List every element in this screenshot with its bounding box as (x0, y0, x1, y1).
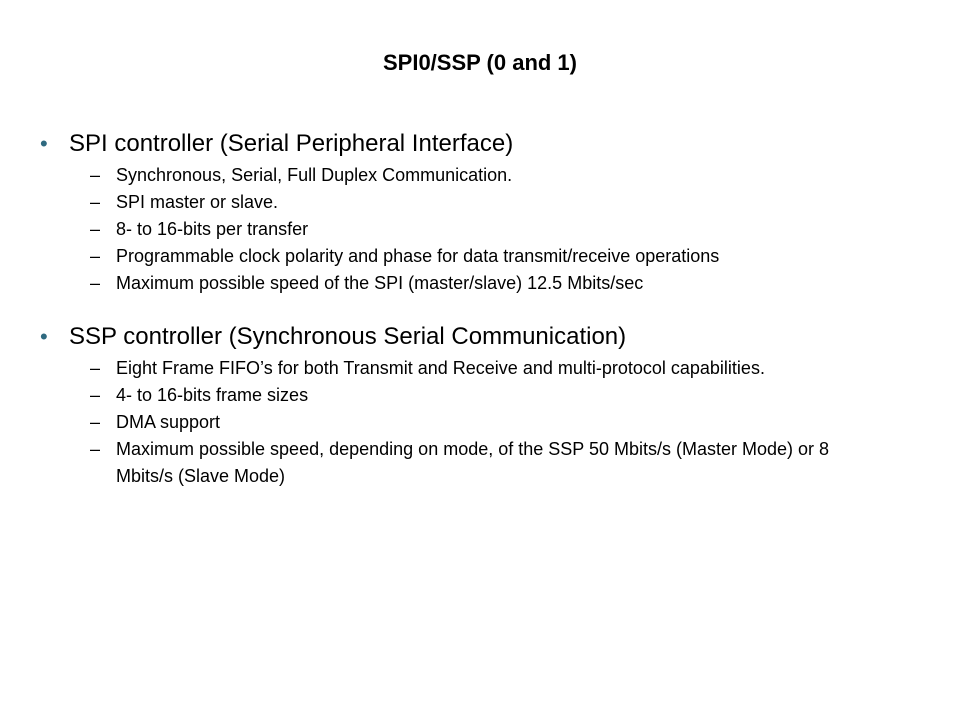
dash-icon: – (90, 219, 101, 239)
sub-item-text: DMA support (116, 412, 221, 432)
dash-icon: – (90, 439, 101, 459)
bullet-heading: SSP controller (Synchronous Serial Communication) (69, 323, 627, 350)
sub-item (40, 436, 856, 490)
dash-icon: – (90, 412, 101, 432)
sub-item (40, 270, 856, 297)
sub-item-text: Eight Frame FIFO’s for both Transmit and Receive and multi-protocol capabilities. (116, 358, 765, 378)
bullet-dot-icon: • (40, 324, 48, 349)
bullet-heading: SPI controller (Serial Peripheral Interface) (69, 130, 514, 157)
dash-icon: – (90, 192, 101, 212)
sub-item (40, 162, 856, 189)
dash-icon: – (90, 385, 101, 405)
sub-item (40, 216, 856, 243)
sub-item-text: Synchronous, Serial, Full Duplex Communication. (116, 165, 513, 185)
bullet-ssp-controller (40, 319, 920, 355)
sub-item (40, 409, 856, 436)
bullet-dot-icon: • (40, 131, 48, 156)
dash-icon: – (90, 273, 101, 293)
bullet-spi-controller (40, 126, 920, 162)
sub-item-text: Maximum possible speed, depending on mode, of the SSP 50 Mbits/s (Master Mode) or 8 Mbits/s (Slave Mode) (116, 439, 830, 486)
sub-item-text: Maximum possible speed of the SPI (master/slave) 12.5 Mbits/sec (116, 273, 644, 293)
dash-icon: – (90, 246, 101, 266)
sub-item-text: Programmable clock polarity and phase for data transmit/receive operations (116, 246, 720, 266)
dash-icon: – (90, 358, 101, 378)
slide-content (40, 126, 920, 512)
sub-item (40, 189, 856, 216)
sub-item (40, 243, 856, 270)
sub-list-spi (40, 162, 920, 297)
sub-item-text: 8- to 16-bits per transfer (116, 219, 309, 239)
dash-icon: – (90, 165, 101, 185)
sub-item (40, 355, 856, 382)
sub-list-ssp (40, 355, 920, 490)
sub-item-text: 4- to 16-bits frame sizes (116, 385, 309, 405)
sub-item-text: SPI master or slave. (116, 192, 279, 212)
section-spi-controller (40, 126, 920, 297)
slide-title: SPI0/SSP (0 and 1) (382, 50, 577, 75)
sub-item (40, 382, 856, 409)
section-ssp-controller (40, 319, 920, 490)
